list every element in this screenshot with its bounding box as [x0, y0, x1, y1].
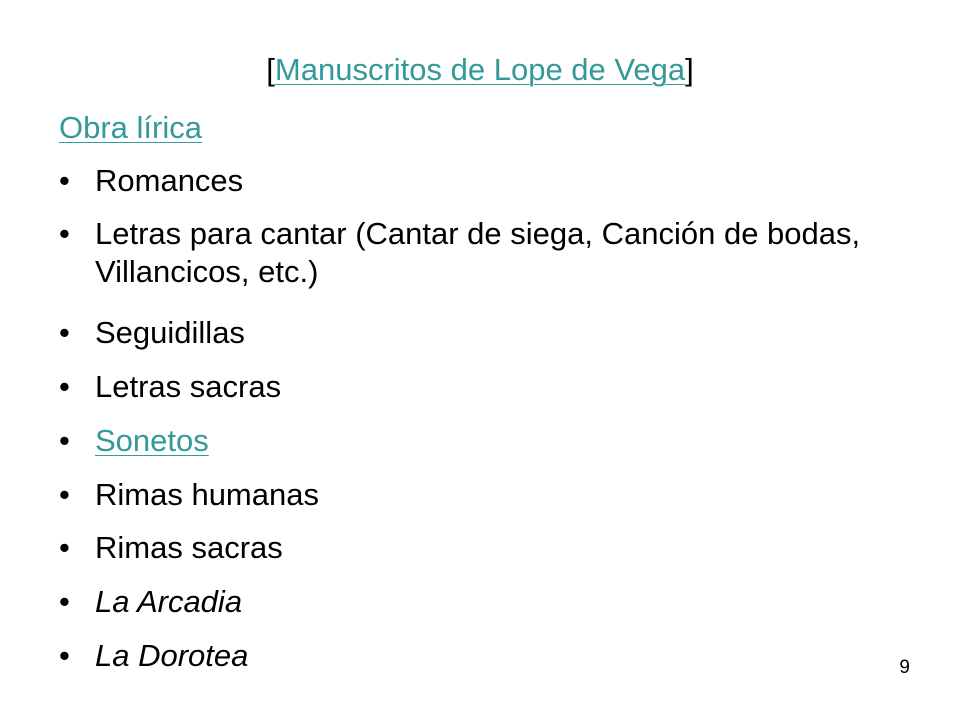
close-bracket: ] — [685, 52, 694, 87]
bullet-icon: • — [59, 423, 70, 458]
list-item-label: La Arcadia — [95, 584, 243, 619]
bullet-icon: • — [59, 369, 70, 404]
bullet-icon: • — [59, 638, 70, 673]
bullet-icon: • — [59, 216, 70, 251]
bullet-icon: • — [59, 315, 70, 350]
list-item-sonetos — [59, 422, 919, 460]
manuscritos-link[interactable]: Manuscritos de Lope de Vega — [274, 52, 686, 87]
list-item-romances — [59, 162, 919, 200]
list-item-label: La Dorotea — [95, 638, 249, 673]
list-item-label: Rimas sacras — [95, 530, 283, 565]
bullet-icon: • — [59, 584, 70, 619]
list-item-label: Rimas humanas — [95, 477, 319, 512]
list-item-rimas-sacras — [59, 529, 919, 567]
obra-lirica-link[interactable]: Obra lírica — [59, 110, 202, 145]
list-item-la-arcadia — [59, 583, 919, 621]
list-item-label: Letras sacras — [95, 369, 282, 404]
sonetos-link[interactable]: Sonetos — [95, 423, 209, 458]
bullet-icon: • — [59, 530, 70, 565]
section-heading — [59, 108, 202, 148]
open-bracket: [ — [266, 52, 275, 87]
page-number: 9 — [899, 657, 910, 678]
bullet-icon: • — [59, 163, 70, 198]
list-item-letras-para-cantar — [59, 215, 919, 291]
list-item-letras-sacras — [59, 368, 919, 406]
list-item-seguidillas — [59, 314, 919, 352]
list-item-label: Romances — [95, 163, 244, 198]
list-item-label: Seguidillas — [95, 315, 245, 350]
list-item-label: Letras para cantar (Cantar de siega, Canción de bodas, Villancicos, etc.) — [95, 216, 861, 289]
header-line — [0, 50, 960, 90]
list-item-rimas-humanas — [59, 476, 919, 514]
bullet-icon: • — [59, 477, 70, 512]
list-item-la-dorotea — [59, 637, 919, 675]
